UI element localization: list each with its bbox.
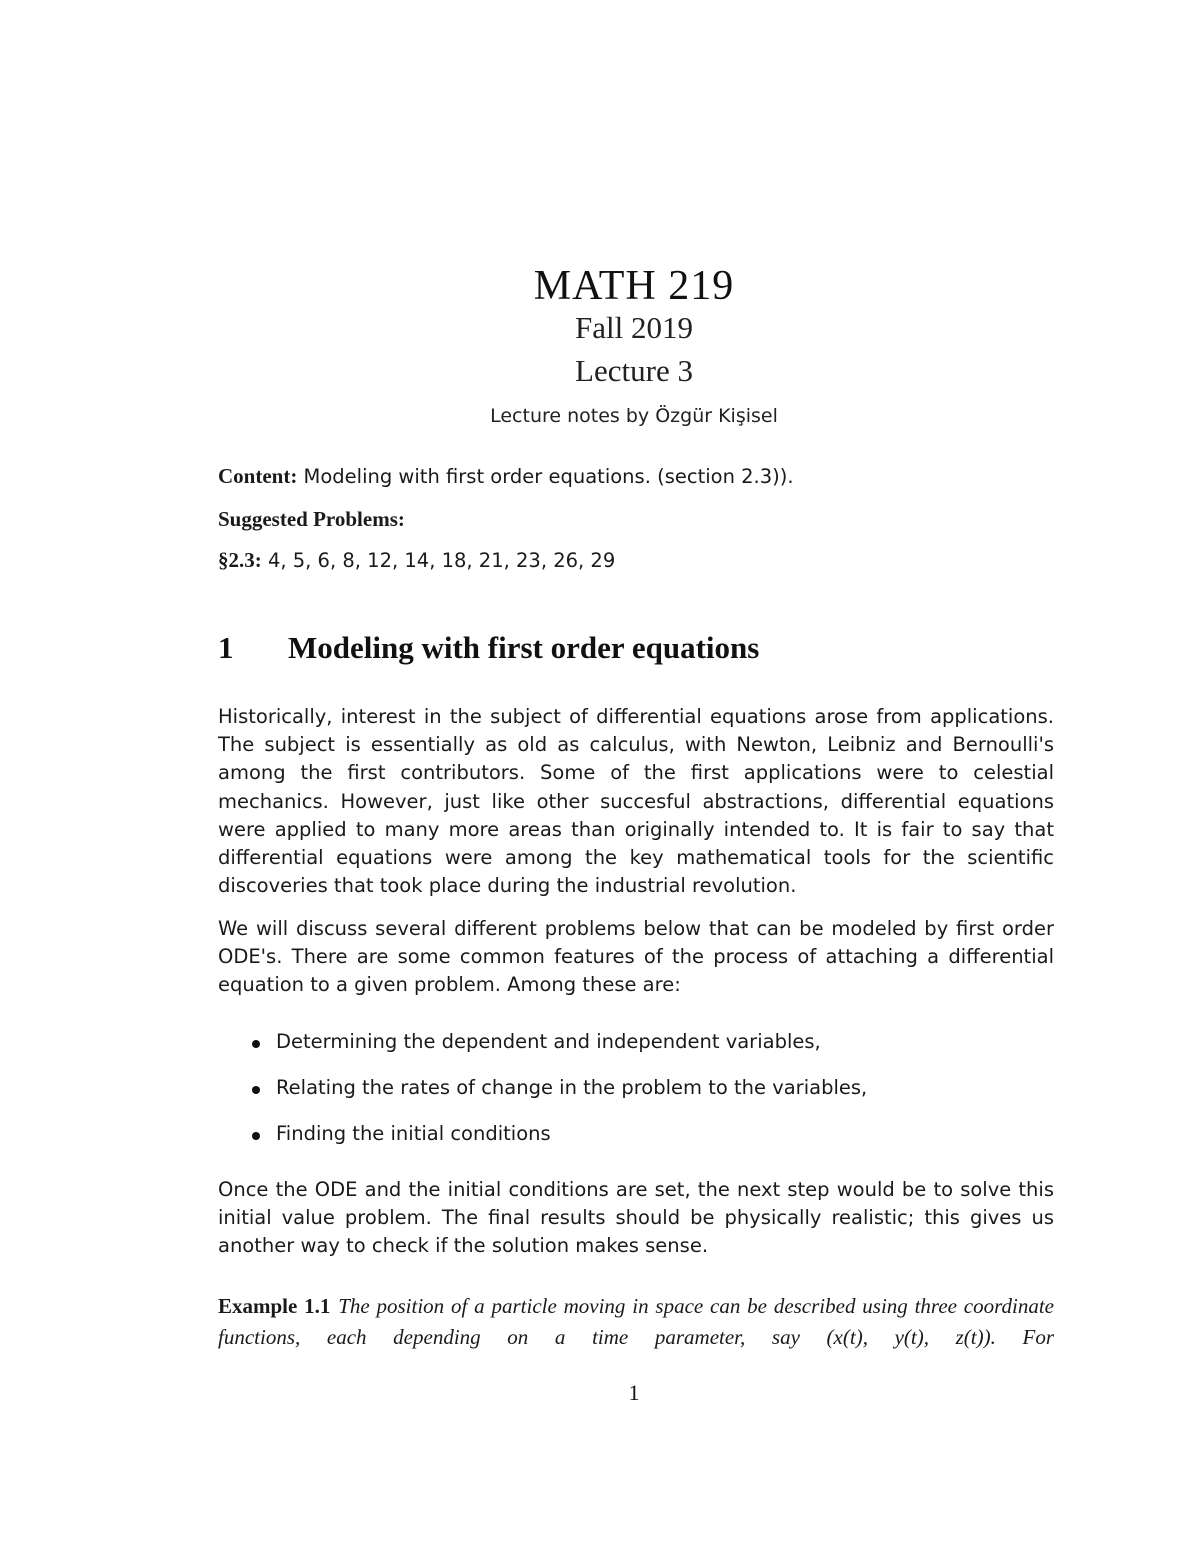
suggested-problems-label: Suggested Problems: <box>218 507 405 531</box>
problem-list-line <box>218 546 615 575</box>
list-item-text: Finding the initial conditions <box>276 1122 551 1145</box>
section-title: Modeling with first order equations <box>288 630 760 665</box>
bullet-icon <box>252 1086 260 1094</box>
paragraph-common-features: We will discuss several different problems below that can be modeled by first order ODE's. There are some common features of the process of attaching a differential equation to a given problem. Among these are: <box>218 917 1054 997</box>
page-number: 1 <box>628 1380 640 1405</box>
list-item-text: Determining the dependent and independent variables, <box>276 1030 821 1053</box>
content-line <box>218 462 794 491</box>
example-block <box>218 1291 1054 1353</box>
paragraph-next-step: Once the ODE and the initial conditions are set, the next step would be to solve this initial value problem. The final results should be physically realistic; this gives us another way to check if the solution makes sense. <box>218 1178 1054 1258</box>
section-heading <box>218 628 759 668</box>
lecture-subtitle: Lecture 3 <box>575 353 693 388</box>
content-label: Content: <box>218 464 298 488</box>
example-label: Example 1.1 <box>218 1294 331 1318</box>
list-item-text: Relating the rates of change in the problem to the variables, <box>276 1076 868 1099</box>
section-number: 1 <box>218 630 234 665</box>
document-title: MATH 219 <box>533 263 735 309</box>
section-ref-label: §2.3: <box>218 548 262 572</box>
paragraph-history: Historically, interest in the subject of differential equations arose from applications. The subject is essentially as old as calculus, with Newton, Leibniz and Bernoulli's among the first contributors. Some of the first applications were to celestial mechanics. However, just like other succesful abstractions, differential equations were applied to many more areas than originally intended to. It is fair to say that differential equations were among the key mathematical tools for the scientific discoveries that took place during the industrial revolution. <box>218 705 1054 898</box>
bullet-icon <box>252 1132 260 1140</box>
bullet-icon <box>252 1040 260 1048</box>
section-ref-list: 4, 5, 6, 8, 12, 14, 18, 21, 23, 26, 29 <box>267 549 616 572</box>
author-line: Lecture notes by Özgür Kişisel <box>490 405 778 427</box>
example-text: The position of a particle moving in space can be described using three coordinate functions, each depending on a time parameter, say (x(t), y(t), z(t)). For <box>218 1294 1054 1349</box>
content-text: Modeling with first order equations. (section 2.3)). <box>303 465 794 488</box>
term-subtitle: Fall 2019 <box>575 310 693 345</box>
suggested-problems-line <box>218 505 405 534</box>
